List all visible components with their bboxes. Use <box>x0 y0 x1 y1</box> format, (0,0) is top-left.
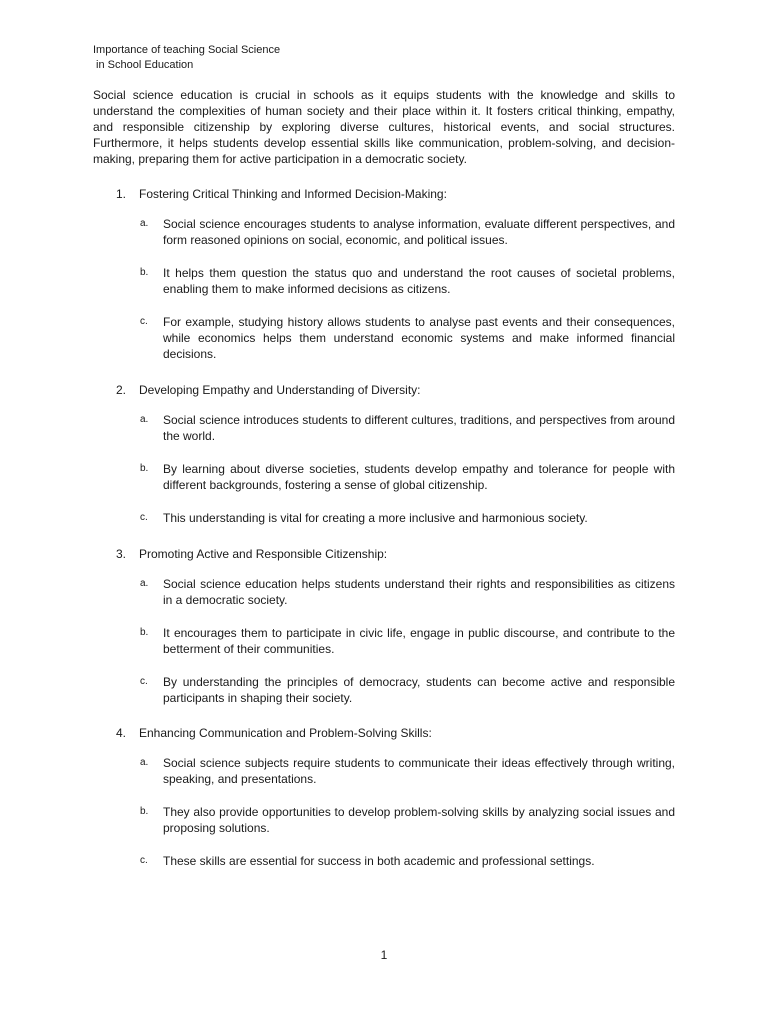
section-number: 4. <box>116 726 127 740</box>
section-1 <box>116 186 676 362</box>
item-letter: c. <box>140 676 148 687</box>
item-text: Social science subjects require students to communicate their ideas effectively through writing, speaking, and presentations. <box>163 756 675 786</box>
section-title: Fostering Critical Thinking and Informed Decision-Making: <box>139 187 447 201</box>
title-line-1: Importance of teaching Social Science <box>93 44 281 56</box>
document-title <box>93 43 280 73</box>
item-letter: b. <box>140 806 149 817</box>
list-item <box>116 314 676 362</box>
item-letter: b. <box>140 463 149 474</box>
section-title: Promoting Active and Responsible Citizenship: <box>139 547 388 561</box>
item-list <box>116 216 676 362</box>
list-item <box>116 576 676 608</box>
section-heading <box>116 725 676 741</box>
intro-paragraph: Social science education is crucial in schools as it equips students with the knowledge and skills to understand the complexities of human society and their place within it. It fosters critical thinking, empathy, and responsible citizenship by exploring diverse cultures, historical events, and social structures. Furthermore, it helps students develop essential skills like communication, problem-solving, and decision-making, preparing them for active participation in a democratic society. <box>93 88 675 166</box>
item-text: These skills are essential for success in both academic and professional settings. <box>163 854 595 868</box>
item-list <box>116 412 676 526</box>
list-item <box>116 853 676 869</box>
list-item <box>116 412 676 444</box>
item-text: This understanding is vital for creating a more inclusive and harmonious society. <box>163 511 588 525</box>
section-title: Developing Empathy and Understanding of Diversity: <box>139 383 421 397</box>
item-letter: c. <box>140 855 148 866</box>
item-text: For example, studying history allows students to analyse past events and their consequences, while economics helps them understand economic systems and make informed financial decisions. <box>163 315 675 361</box>
section-heading <box>116 186 676 202</box>
page-number: 1 <box>380 948 388 962</box>
title-line-2: in School Education <box>93 59 194 71</box>
item-text: By learning about diverse societies, students develop empathy and tolerance for people with different backgrounds, fostering a sense of global citizenship. <box>163 462 675 492</box>
section-4 <box>116 725 676 869</box>
item-letter: b. <box>140 627 149 638</box>
section-number: 1. <box>116 187 127 201</box>
section-number: 3. <box>116 547 127 561</box>
item-text: Social science education helps students understand their rights and responsibilities as citizens in a democratic society. <box>163 577 675 607</box>
item-text: They also provide opportunities to develop problem-solving skills by analyzing social issues and proposing solutions. <box>163 805 675 835</box>
item-letter: a. <box>140 578 149 589</box>
item-letter: c. <box>140 316 148 327</box>
section-2 <box>116 382 676 526</box>
list-item <box>116 216 676 248</box>
item-text: It helps them question the status quo and understand the root causes of societal problems, enabling them to make informed decisions as citizens. <box>163 266 675 296</box>
list-item <box>116 265 676 297</box>
list-item <box>116 461 676 493</box>
item-text: Social science encourages students to analyse information, evaluate different perspectives, and form reasoned opinions on social, economic, and political issues. <box>163 217 675 247</box>
item-letter: b. <box>140 267 149 278</box>
list-item <box>116 804 676 836</box>
list-item <box>116 674 676 706</box>
item-list <box>116 755 676 869</box>
item-list <box>116 576 676 706</box>
item-text: It encourages them to participate in civic life, engage in public discourse, and contribute to the betterment of their communities. <box>163 626 675 656</box>
item-letter: c. <box>140 512 148 523</box>
section-heading <box>116 382 676 398</box>
item-letter: a. <box>140 414 149 425</box>
item-letter: a. <box>140 218 149 229</box>
item-text: By understanding the principles of democracy, students can become active and responsible participants in shaping their society. <box>163 675 675 705</box>
item-letter: a. <box>140 757 149 768</box>
list-item <box>116 625 676 657</box>
section-heading <box>116 546 676 562</box>
list-item <box>116 510 676 526</box>
section-3 <box>116 546 676 706</box>
list-item <box>116 755 676 787</box>
item-text: Social science introduces students to different cultures, traditions, and perspectives from around the world. <box>163 413 675 443</box>
section-title: Enhancing Communication and Problem-Solving Skills: <box>139 726 432 740</box>
section-number: 2. <box>116 383 127 397</box>
